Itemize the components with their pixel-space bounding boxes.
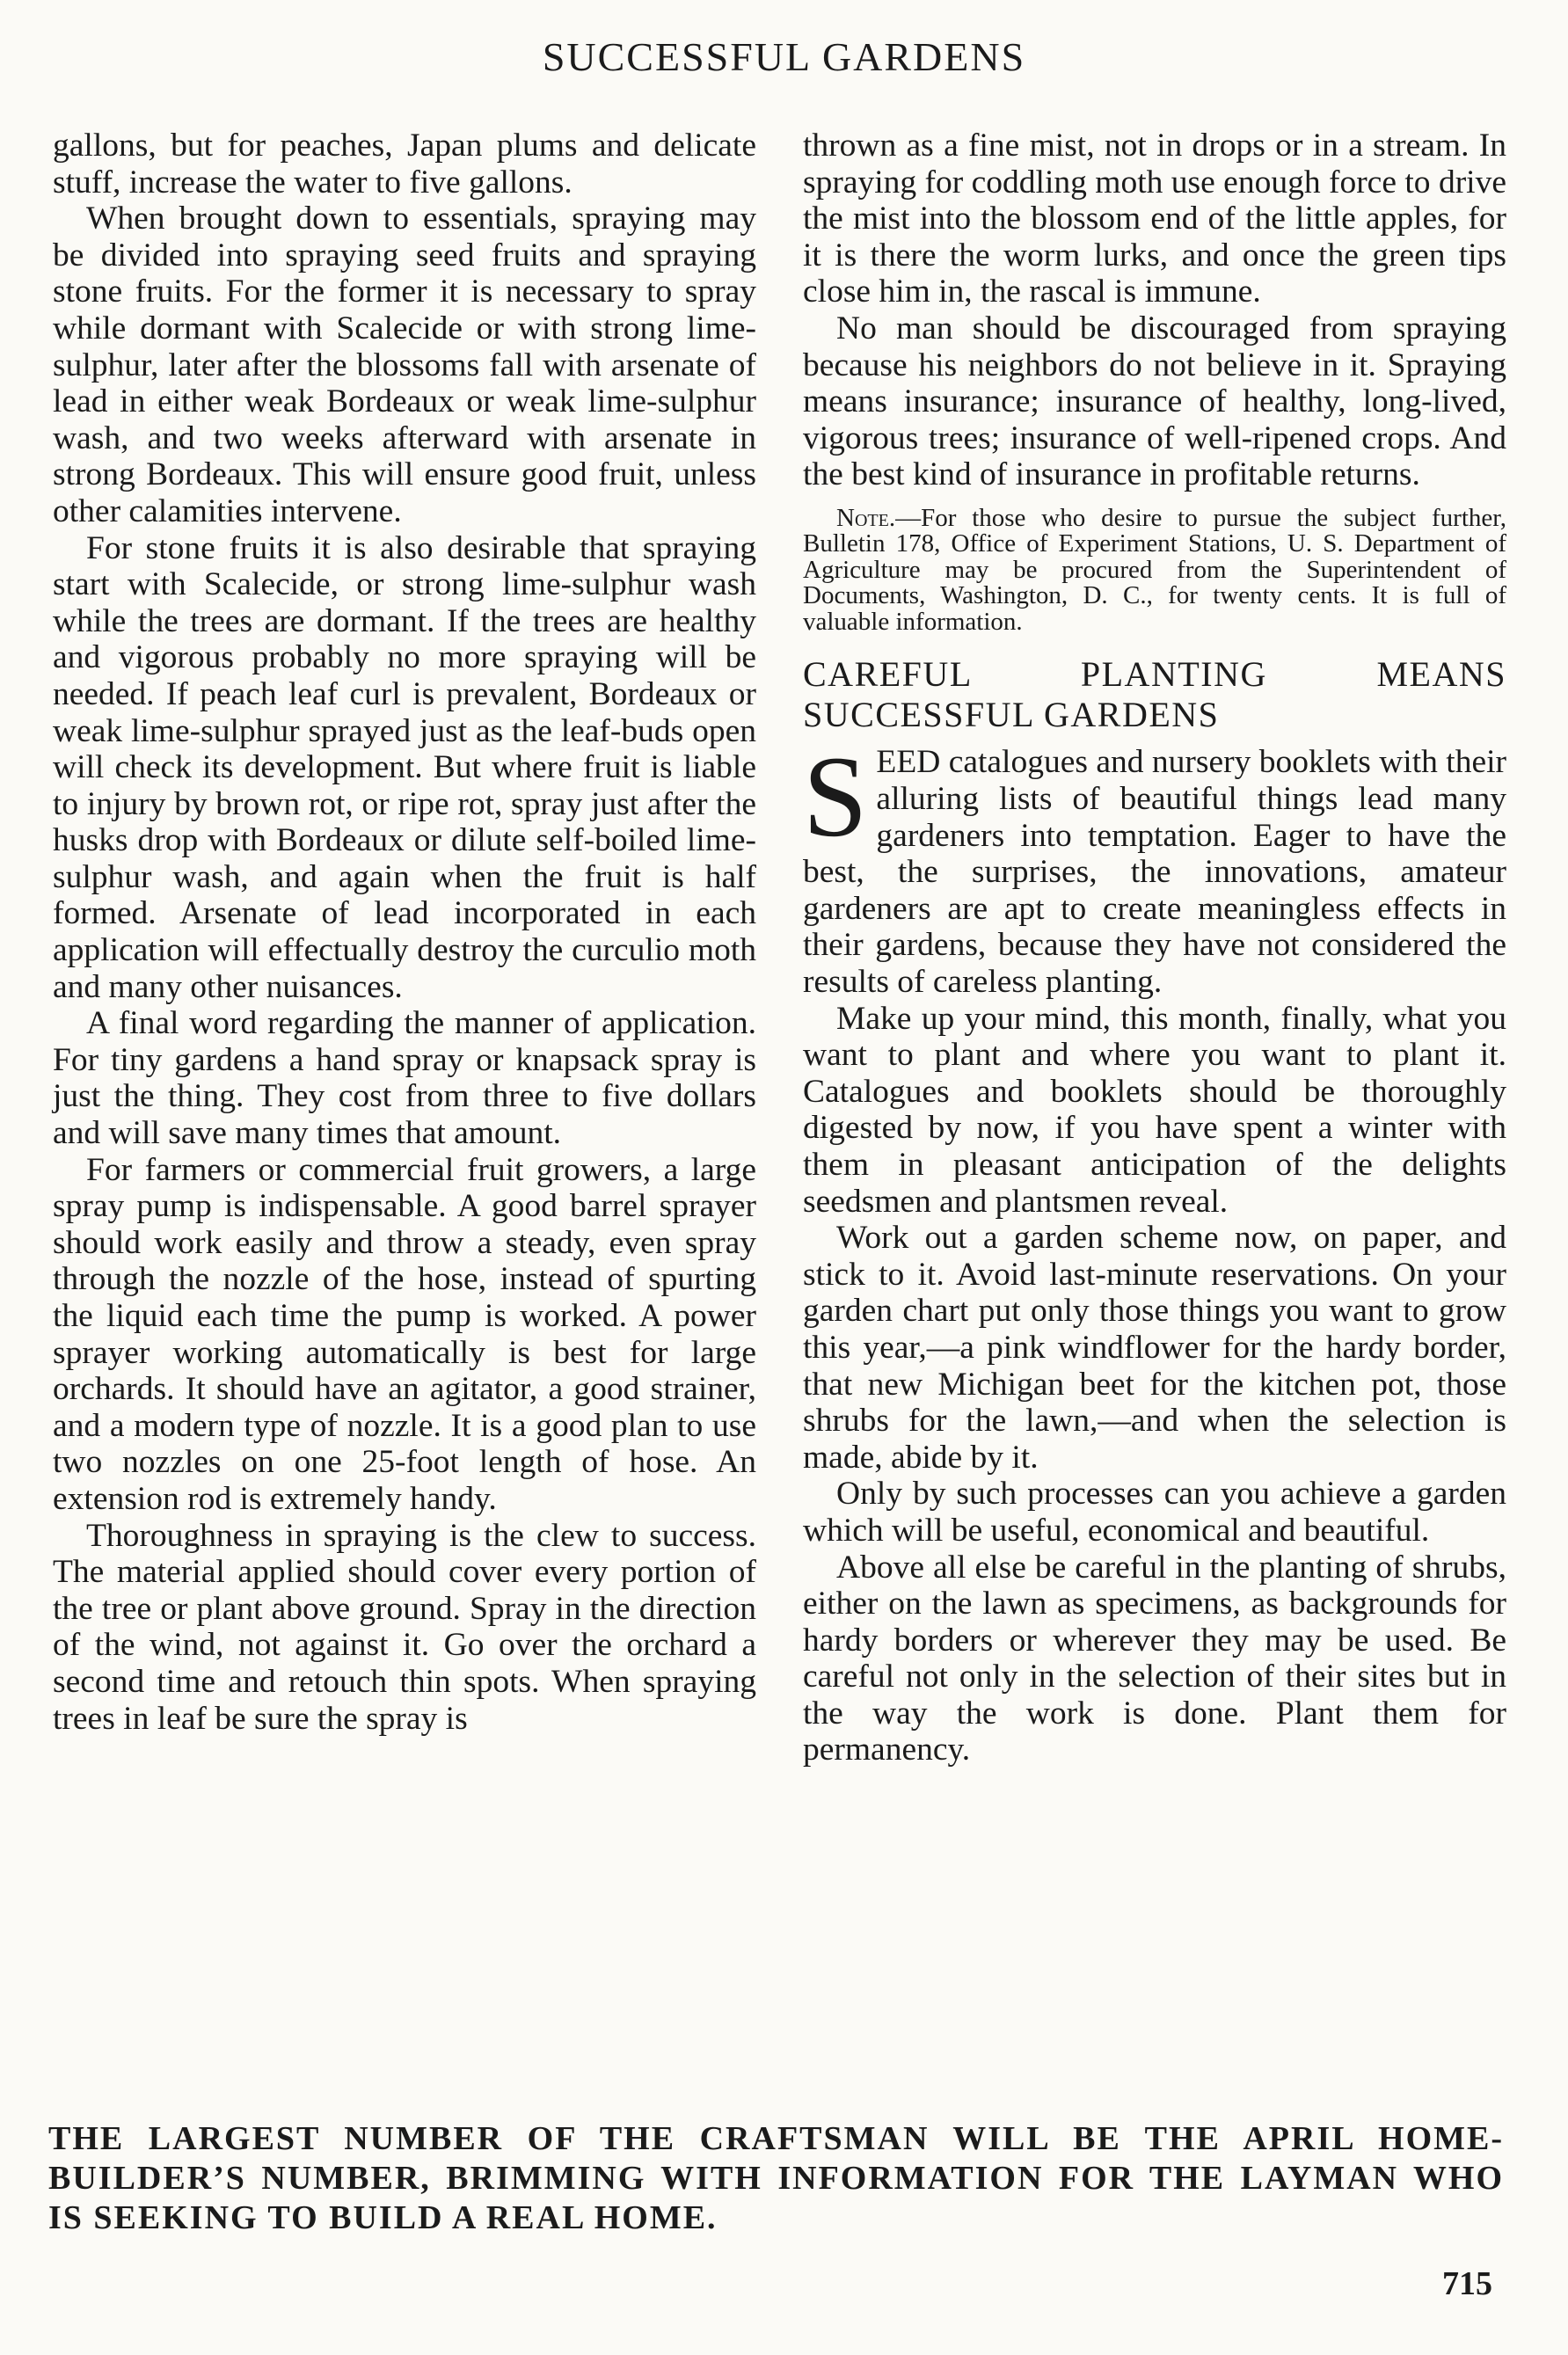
note-label: Note.	[836, 503, 896, 532]
paragraph: thrown as a fine mist, not in drops or in a stream. In spraying for coddling moth use enough force to drive the mist into the blossom end of the little apples, for it is there the worm lurks, and once the green tips close him in, the rascal is immune.	[803, 128, 1506, 310]
left-column	[53, 128, 756, 1737]
paragraph: A final word regarding the manner of application. For tiny gardens a hand spray or knapsack spray is just the thing. They cost from three to five dollars and will save many times that amount.	[53, 1005, 756, 1152]
running-head: SUCCESSFUL GARDENS	[542, 34, 1026, 79]
paragraph: Work out a garden scheme now, on paper, and stick to it. Avoid last-minute reservations. On your garden chart put only those things you want to grow this year,—a pink windflower for the hardy border, that new Michigan beet for the kitchen pot, those shrubs for the lawn,—and when the selection is made, abide by it.	[803, 1220, 1506, 1476]
right-column	[803, 128, 1506, 1768]
paragraph: For farmers or commercial fruit growers, a large spray pump is indispensable. A good barrel sprayer should work easily and throw a steady, even spray through the nozzle of the hose, instead of spurting the liquid each time the pump is worked. A power sprayer working automatically is best for large orchards. It should have an agitator, a good strainer, and a modern type of nozzle. It is a good plan to use two nozzles on one 25-foot length of hose. An extension rod is extremely handy.	[53, 1151, 756, 1517]
footer-announcement: THE LARGEST NUMBER OF THE CRAFTSMAN WILL BE THE APRIL HOME-BUILDER’S NUMBER, BRIMMING WITH INFORMATION FOR THE LAYMAN WHO IS SEEKING TO BUILD A REAL HOME.	[48, 2120, 1504, 2236]
paragraph: gallons, but for peaches, Japan plums and delicate stuff, increase the water to five gallons.	[53, 128, 756, 201]
paragraph: Make up your mind, this month, finally, what you want to plant and where you want to plant it. Catalogues and booklets should be thoroughly digested by now, if you have spent a winter with them in pleasant anticipation of the delights seedsmen and plantsmen reveal.	[803, 1000, 1506, 1220]
paragraph: When brought down to essentials, spraying may be divided into spraying seed fruits and spraying stone fruits. For the former it is necessary to spray while dormant with Scalecide or with strong lime-sulphur, later after the blossoms fall with arsenate of lead in either weak Bordeaux or weak lime-sulphur wash, and two weeks afterward with arsenate in strong Bordeaux. This will ensure good fruit, unless other calamities intervene.	[53, 201, 756, 529]
paragraph: Thoroughness in spraying is the clew to success. The material applied should cover every portion of the tree or plant above ground. Spray in the direction of the wind, not against it. Go over the orchard a second time and retouch thin spots. When spraying trees in leaf be sure the spray is	[53, 1517, 756, 1737]
note-text: —For those who desire to pursue the subject further, Bulletin 178, Office of Experiment Stations, U. S. Department of Agriculture may be procured from the Superintendent of Documents, Washington, D. C., for twenty cents. It is full of valuable information.	[803, 503, 1506, 636]
paragraph-with-drop-cap	[803, 732, 1506, 1000]
paragraph: For stone fruits it is also desirable that spraying start with Scalecide, or strong lime-sulphur wash while the trees are dormant. If the trees are healthy and vigorous probably no more spraying will be needed. If peach leaf curl is prevalent, Bordeaux or weak lime-sulphur sprayed just as the leaf-buds open will check its development. But where fruit is liable to injury by brown rot, or ripe rot, spray just after the husks drop with Bordeaux or dilute self-boiled lime-sulphur wash, and again when the fruit is half formed. Arsenate of lead incorporated in each application will effectually destroy the curculio moth and many other nuisances.	[53, 529, 756, 1005]
page-number: 715	[1442, 2265, 1492, 2302]
section-heading: CAREFUL PLANTING MEANS SUCCESSFUL GARDENS	[803, 654, 1506, 735]
paragraph: Only by such processes can you achieve a garden which will be useful, economical and beautiful.	[803, 1476, 1506, 1549]
footnote	[803, 503, 1506, 636]
paragraph: Above all else be careful in the planting of shrubs, either on the lawn as specimens, as backgrounds for hardy borders or wherever they may be used. Be careful not only in the selection of their sites but in the way the work is done. Plant them for permanency.	[803, 1549, 1506, 1768]
drop-cap-paragraph-text: EED catalogues and nursery booklets with their alluring lists of beautiful things lead many gardeners into temptation. Eager to have the best, the surprises, the innovations, amateur gardeners are apt to create meaningless effects in their gardens, because they have not considered the results of careless planting.	[803, 744, 1506, 1000]
paragraph: No man should be discouraged from spraying because his neighbors do not believe in it. Spraying means insurance; insurance of healthy, long-lived, vigorous trees; insurance of well-ripened crops. And the best kind of insurance in profitable returns.	[803, 310, 1506, 493]
drop-cap: S	[803, 732, 868, 862]
